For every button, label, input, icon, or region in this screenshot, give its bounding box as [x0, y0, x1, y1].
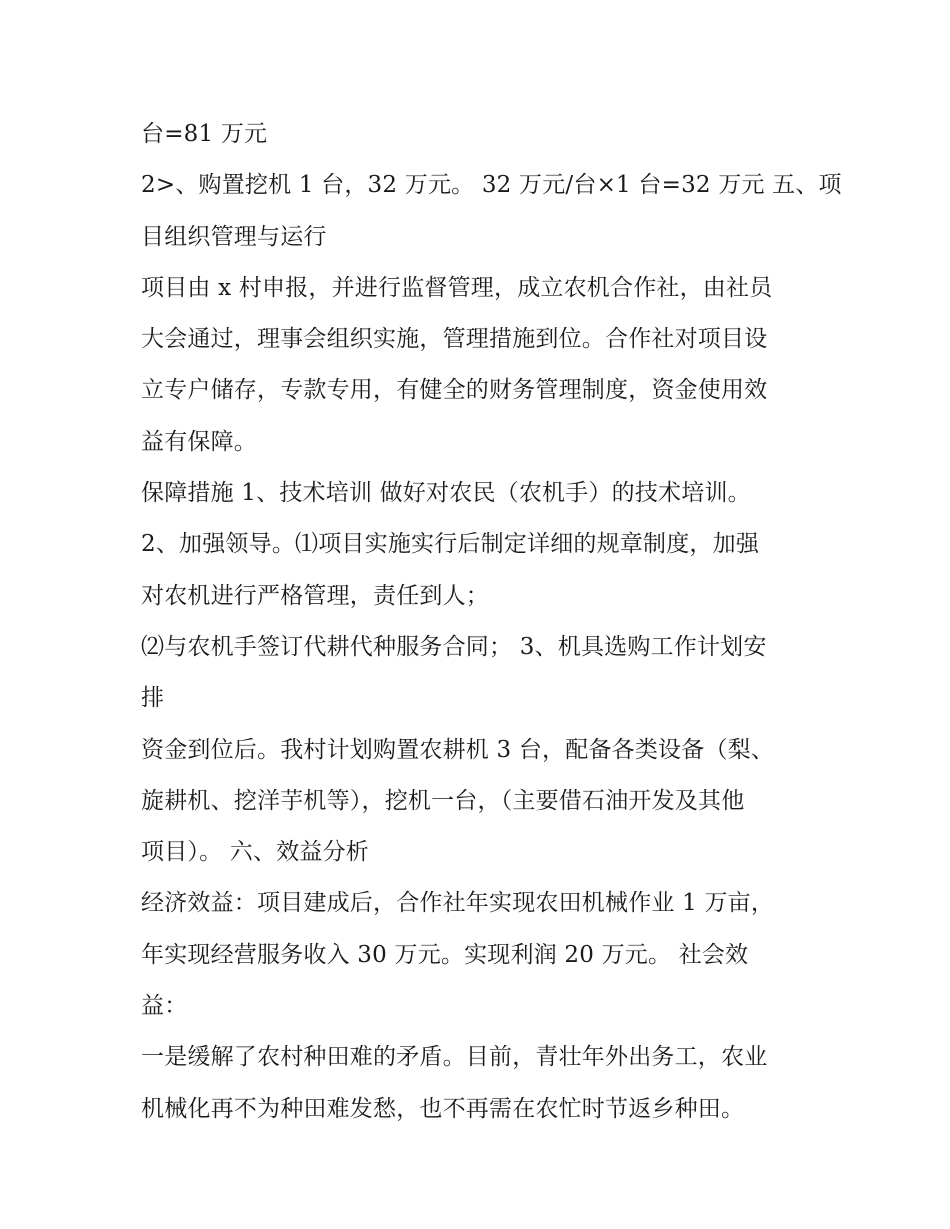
- text-line: 目组织管理与运行: [141, 223, 327, 250]
- text-line: 项目）。 六、效益分析: [141, 839, 370, 866]
- document-body: [141, 109, 842, 1135]
- text-line: 保障措施 1、技术培训 做好对农民（农机手）的技术培训。: [141, 480, 751, 507]
- text-line: ⑵与农机手签订代耕代种服务合同； 3、机具选购工作计划安: [141, 633, 767, 660]
- text-line: 台=81 万元: [141, 121, 268, 147]
- text-line: 排: [141, 685, 165, 712]
- text-line: 机械化再不为种田难发愁，也不再需在农忙时节返乡种田。: [141, 1095, 745, 1122]
- text-line: 经济效益：项目建成后，合作社年实现农田机械作业 1 万亩，: [141, 890, 775, 917]
- text-line: 旋耕机、挖洋芋机等），挖机一台，（主要借石油开发及其他: [141, 787, 745, 814]
- text-line: 立专户储存，专款专用，有健全的财务管理制度，资金使用效: [141, 377, 768, 404]
- text-line: 资金到位后。我村计划购置农耕机 3 台，配备各类设备（梨、: [141, 736, 775, 763]
- text-line: 大会通过，理事会组织实施，管理措施到位。合作社对项目设: [141, 326, 768, 353]
- text-line: 2、加强领导。⑴项目实施实行后制定详细的规章制度，加强: [141, 531, 760, 558]
- text-line: 益有保障。: [141, 428, 257, 455]
- text-line: 年实现经营服务收入 30 万元。实现利润 20 万元。 社会效: [141, 941, 749, 968]
- text-line: 项目由 x 村申报，并进行监督管理，成立农机合作社，由社员: [141, 274, 773, 301]
- text-line: 一是缓解了农村种田难的矛盾。目前，青壮年外出务工，农业: [141, 1044, 768, 1071]
- text-line: 益：: [141, 993, 188, 1020]
- text-line: 对农机进行严格管理，责任到人；: [141, 582, 489, 609]
- text-line: 2>、购置挖机 1 台，32 万元。 32 万元/台×1 台=32 万元 五、项: [141, 172, 842, 199]
